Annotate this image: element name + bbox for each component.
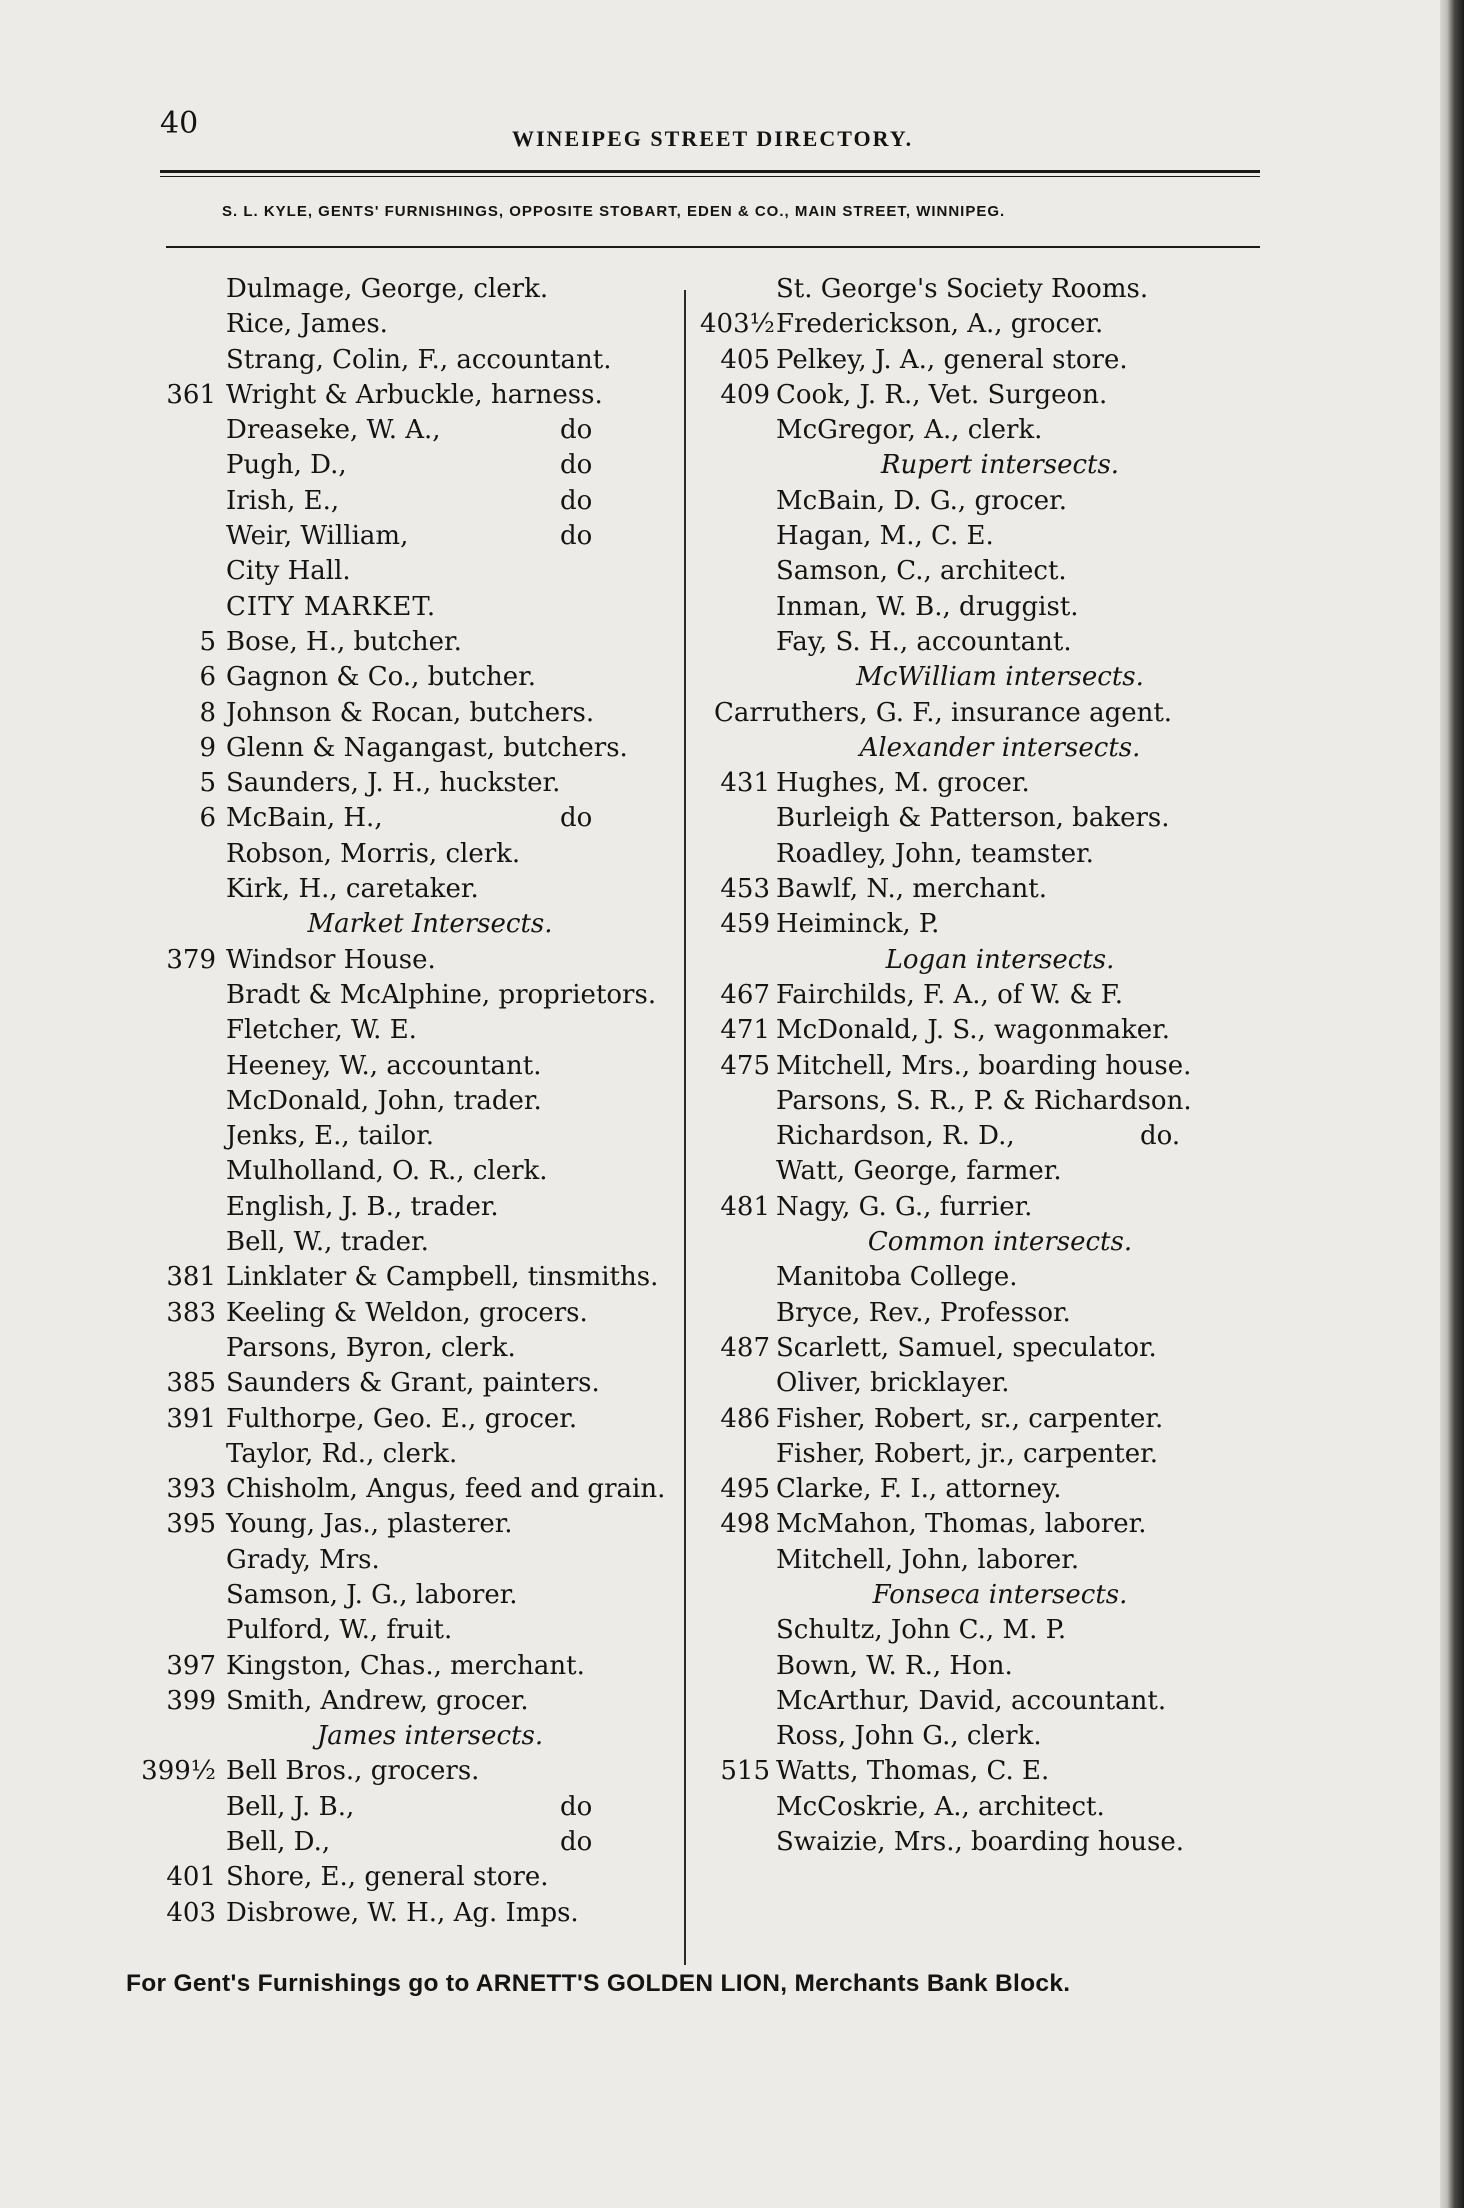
ditto-mark: do: [560, 521, 593, 552]
directory-entry: [140, 307, 680, 342]
entry-name: Clarke, F. I., attorney.: [776, 1474, 1062, 1505]
entry-name: Carruthers, G. F., insurance agent.: [714, 697, 1173, 728]
directory-entry: [140, 1543, 680, 1578]
ditto-mark: do: [560, 485, 593, 516]
street-number: 515: [720, 1756, 770, 1787]
entry-name: Taylor, Rd., clerk.: [226, 1438, 458, 1469]
entry-name: Saunders, J. H., huckster.: [226, 768, 561, 799]
entry-name: City Hall.: [226, 556, 351, 587]
intersect-heading: McWilliam intersects.: [856, 662, 1144, 693]
entry-name: Oliver, bricklayer.: [776, 1368, 1010, 1399]
entry-name: Grady, Mrs.: [226, 1544, 380, 1575]
entry-name: Bell, W., trader.: [226, 1227, 429, 1258]
entry-name: Disbrowe, W. H., Ag. Imps.: [226, 1897, 579, 1928]
directory-entry: [140, 1754, 680, 1789]
entry-name: Watt, George, farmer.: [776, 1156, 1062, 1187]
directory-entry: [700, 1472, 1260, 1507]
directory-entry: [140, 1578, 680, 1613]
intersect-heading: Market Intersects.: [307, 909, 553, 940]
entry-name: Heeney, W., accountant.: [226, 1050, 542, 1081]
column-divider: [684, 290, 686, 1965]
entry-name: CITY MARKET.: [226, 591, 437, 622]
entry-name: Dulmage, George, clerk.: [226, 274, 549, 304]
directory-entry: [140, 519, 680, 554]
entry-name: Fisher, Robert, jr., carpenter.: [776, 1438, 1158, 1469]
entry-name: Johnson & Rocan, butchers.: [226, 697, 595, 728]
street-number: 459: [720, 909, 770, 940]
directory-entry: [700, 590, 1260, 625]
entry-name: McArthur, David, accountant.: [776, 1685, 1167, 1716]
directory-entry: [140, 801, 680, 836]
directory-entry: [700, 625, 1260, 660]
directory-entry: [140, 1013, 680, 1048]
entry-name: Mitchell, John, laborer.: [776, 1544, 1080, 1575]
directory-entry: [700, 1260, 1260, 1295]
directory-entry: [700, 1154, 1260, 1189]
entry-name: Robson, Morris, clerk.: [226, 838, 521, 869]
directory-entry: [140, 1684, 680, 1719]
street-number: 486: [720, 1403, 770, 1434]
street-number: 381: [166, 1262, 216, 1293]
left-column: [140, 272, 680, 1931]
entry-name: Pulford, W., fruit.: [226, 1615, 453, 1646]
directory-entry: [700, 378, 1260, 413]
entry-name: McMahon, Thomas, laborer.: [776, 1509, 1147, 1540]
entry-name: Samson, J. G., laborer.: [226, 1579, 518, 1610]
directory-entry: [700, 1190, 1260, 1225]
street-number: 391: [166, 1403, 216, 1434]
entry-name: Strang, Colin, F., accountant.: [226, 344, 612, 375]
entry-name: Fairchilds, F. A., of W. & F.: [776, 979, 1123, 1010]
directory-entry: [700, 1754, 1260, 1789]
entry-name: Bradt & McAlphine, proprietors.: [226, 979, 657, 1010]
street-number: 361: [166, 379, 216, 410]
entry-name: Chisholm, Angus, feed and grain.: [226, 1474, 666, 1505]
street-number: 498: [720, 1509, 770, 1540]
directory-entry: [700, 801, 1260, 836]
entry-name: McCoskrie, A., architect.: [776, 1791, 1105, 1822]
directory-entry: [140, 484, 680, 519]
page-number: 40: [160, 106, 199, 141]
entry-name: Bown, W. R., Hon.: [776, 1650, 1013, 1681]
directory-entry: [700, 1507, 1260, 1542]
entry-name: Bryce, Rev., Professor.: [776, 1297, 1071, 1328]
directory-entry: [140, 343, 680, 378]
street-number: 6: [199, 803, 216, 834]
directory-entry: [140, 660, 680, 695]
directory-entry: [140, 1331, 680, 1366]
directory-entry: [140, 1084, 680, 1119]
entry-name: Inman, W. B., druggist.: [776, 591, 1079, 622]
entry-name: Fisher, Robert, sr., carpenter.: [776, 1403, 1164, 1434]
directory-entry: [140, 413, 680, 448]
street-number: 5: [199, 626, 216, 657]
intersect-heading: Rupert intersects.: [880, 450, 1120, 481]
directory-entry: [700, 307, 1260, 342]
entry-name: Fletcher, W. E.: [226, 1015, 417, 1046]
directory-entry: [140, 696, 680, 731]
directory-entry: [140, 1154, 680, 1189]
entry-name: Manitoba College.: [776, 1262, 1018, 1293]
directory-entry: [700, 272, 1260, 307]
street-number: 409: [720, 379, 770, 410]
directory-entry: [700, 1013, 1260, 1048]
directory-entry: [700, 1402, 1260, 1437]
entry-name: Rice, James.: [226, 309, 388, 340]
ditto-mark: do.: [1140, 1121, 1181, 1152]
directory-entry: [140, 1613, 680, 1648]
entry-name: Cook, J. R., Vet. Surgeon.: [776, 379, 1108, 410]
directory-entry: [700, 554, 1260, 589]
street-number: 399: [166, 1685, 216, 1716]
directory-entry: [700, 413, 1260, 448]
entry-name: McBain, H.,: [226, 803, 383, 834]
entry-name: Bell, D.,: [226, 1827, 331, 1858]
directory-entry: [140, 1649, 680, 1684]
street-number: 487: [720, 1332, 770, 1363]
ditto-mark: do: [560, 415, 593, 446]
page-title: WINEIPEG STREET DIRECTORY.: [512, 126, 914, 151]
street-number: 399½: [141, 1756, 216, 1787]
entry-name: Nagy, G. G., furrier.: [776, 1191, 1033, 1222]
directory-entry: [140, 1437, 680, 1472]
directory-entry: [700, 1119, 1260, 1154]
entry-name: Bell Bros., grocers.: [226, 1756, 480, 1787]
entry-name: English, J. B., trader.: [226, 1191, 499, 1222]
directory-entry: [140, 1190, 680, 1225]
header-rule-thin: [160, 176, 1260, 177]
entry-name: Swaizie, Mrs., boarding house.: [776, 1827, 1184, 1858]
entry-name: Frederickson, A., grocer.: [776, 309, 1104, 340]
directory-entry: [700, 1084, 1260, 1119]
street-number: 495: [720, 1474, 770, 1505]
entry-name: Jenks, E., tailor.: [226, 1121, 435, 1152]
street-number: 467: [720, 979, 770, 1010]
directory-entry: [700, 1049, 1260, 1084]
directory-entry: [140, 625, 680, 660]
directory-entry: [140, 1790, 680, 1825]
entry-name: Gagnon & Co., butcher.: [226, 662, 536, 693]
directory-entry: [700, 978, 1260, 1013]
entry-name: Kingston, Chas., merchant.: [226, 1650, 585, 1681]
entry-name: Hughes, M. grocer.: [776, 768, 1030, 799]
entry-name: Bose, H., butcher.: [226, 626, 462, 657]
entry-name: Scarlett, Samuel, speculator.: [776, 1332, 1157, 1363]
entry-name: Heiminck, P.: [776, 909, 940, 940]
street-number: 385: [166, 1368, 216, 1399]
page-edge: [1440, 0, 1464, 2208]
intersect-heading: James intersects.: [316, 1721, 544, 1752]
entry-name: Fay, S. H., accountant.: [776, 626, 1072, 657]
top-advertisement: S. L. KYLE, GENTS' FURNISHINGS, OPPOSITE STOBART, EDEN & CO., MAIN STREET, WINNIPEG.: [222, 203, 1006, 220]
entry-name: Samson, C., architect.: [776, 556, 1067, 587]
directory-entry: [700, 1825, 1260, 1860]
entry-name: McDonald, John, trader.: [226, 1085, 542, 1116]
entry-name: Dreaseke, W. A.,: [226, 415, 441, 446]
entry-name: McBain, D. G., grocer.: [776, 485, 1067, 516]
street-number: 5: [199, 768, 216, 799]
directory-entry: [700, 1296, 1260, 1331]
entry-name: Fulthorpe, Geo. E., grocer.: [226, 1403, 578, 1434]
directory-entry: [140, 378, 680, 413]
directory-entry: [700, 1684, 1260, 1719]
entry-name: Smith, Andrew, grocer.: [226, 1685, 529, 1716]
entry-name: Ross, John G., clerk.: [776, 1721, 1042, 1752]
directory-entry: [140, 1860, 680, 1895]
entry-name: Glenn & Nagangast, butchers.: [226, 732, 628, 763]
directory-entry: [700, 872, 1260, 907]
directory-entry: [140, 837, 680, 872]
directory-entry: [700, 519, 1260, 554]
directory-entry: [140, 978, 680, 1013]
directory-entry: [700, 907, 1260, 942]
entry-name: McGregor, A., clerk.: [776, 415, 1043, 446]
street-number: 379: [166, 944, 216, 975]
bottom-advertisement: For Gent's Furnishings go to ARNETT'S GOLDEN LION, Merchants Bank Block.: [126, 1970, 1071, 1997]
street-number: 393: [166, 1474, 216, 1505]
entry-name: Mitchell, Mrs., boarding house.: [776, 1050, 1192, 1081]
directory-entry: [140, 1507, 680, 1542]
directory-entry: [140, 872, 680, 907]
entry-name: Windsor House.: [226, 944, 436, 975]
directory-entry: [140, 448, 680, 483]
directory-entry: [700, 343, 1260, 378]
street-number: 397: [166, 1650, 216, 1681]
street-number: 403: [166, 1897, 216, 1928]
ditto-mark: do: [560, 450, 593, 481]
directory-entry: [700, 696, 1260, 731]
ditto-mark: do: [560, 1827, 593, 1858]
directory-entry: [140, 1366, 680, 1401]
directory-entry: [700, 1649, 1260, 1684]
street-number: 405: [720, 344, 770, 375]
entry-name: Pelkey, J. A., general store.: [776, 344, 1128, 375]
directory-entry: [700, 1543, 1260, 1578]
entry-name: Irish, E.,: [226, 485, 340, 516]
street-number: 403½: [700, 309, 775, 340]
ditto-mark: do: [560, 803, 593, 834]
entry-name: Bawlf, N., merchant.: [776, 874, 1048, 905]
street-number: 395: [166, 1509, 216, 1540]
entry-name: Young, Jas., plasterer.: [226, 1509, 513, 1540]
directory-entry: [700, 1790, 1260, 1825]
entry-name: Saunders & Grant, painters.: [226, 1368, 600, 1399]
directory-entry: [700, 1613, 1260, 1648]
directory-entry: [140, 943, 680, 978]
directory-entry: [140, 1825, 680, 1860]
directory-entry: [140, 1896, 680, 1931]
entry-name: Kirk, H., caretaker.: [226, 874, 479, 905]
intersect-heading: Common intersects.: [867, 1227, 1133, 1258]
entry-name: Shore, E., general store.: [226, 1862, 549, 1893]
street-number: 6: [199, 662, 216, 693]
directory-entry: [700, 484, 1260, 519]
entry-name: Parsons, S. R., P. & Richardson.: [776, 1085, 1192, 1116]
street-number: 431: [720, 768, 770, 799]
street-number: 401: [166, 1862, 216, 1893]
street-number: 383: [166, 1297, 216, 1328]
entry-name: Hagan, M., C. E.: [776, 521, 994, 552]
directory-entry: [140, 1296, 680, 1331]
entry-name: Watts, Thomas, C. E.: [776, 1756, 1050, 1787]
entry-name: Richardson, R. D.,: [776, 1121, 1015, 1152]
entry-name: Linklater & Campbell, tinsmiths.: [226, 1262, 659, 1293]
directory-entry: [140, 1049, 680, 1084]
street-number: 475: [720, 1050, 770, 1081]
directory-entry: [140, 731, 680, 766]
directory-entry: [140, 1472, 680, 1507]
directory-entry: [140, 590, 680, 625]
entry-name: Wright & Arbuckle, harness.: [226, 379, 603, 410]
directory-entry: [140, 1119, 680, 1154]
entry-name: Burleigh & Patterson, bakers.: [776, 803, 1170, 834]
entry-name: Schultz, John C., M. P.: [776, 1615, 1067, 1646]
entry-name: Weir, William,: [226, 521, 409, 552]
street-number: 8: [199, 697, 216, 728]
ad-rule: [166, 246, 1260, 248]
directory-entry: [700, 1366, 1260, 1401]
entry-name: Keeling & Weldon, grocers.: [226, 1297, 588, 1328]
entry-name: Roadley, John, teamster.: [776, 838, 1094, 869]
street-number: 471: [720, 1015, 770, 1046]
street-number: 481: [720, 1191, 770, 1222]
entry-name: St. George's Society Rooms.: [776, 274, 1149, 304]
entry-name: Parsons, Byron, clerk.: [226, 1332, 516, 1363]
entry-name: McDonald, J. S., wagonmaker.: [776, 1015, 1170, 1046]
header-rule-top: [160, 170, 1260, 173]
directory-entry: [140, 554, 680, 589]
directory-entry: [140, 766, 680, 801]
directory-entry: [140, 1402, 680, 1437]
directory-entry: [700, 1719, 1260, 1754]
ditto-mark: do: [560, 1791, 593, 1822]
entry-name: Bell, J. B.,: [226, 1791, 355, 1822]
intersect-heading: Fonseca intersects.: [872, 1579, 1128, 1610]
directory-entry: [140, 272, 680, 307]
directory-entry: [700, 1331, 1260, 1366]
right-column: [700, 272, 1260, 1860]
directory-entry: [700, 837, 1260, 872]
entry-name: Mulholland, O. R., clerk.: [226, 1156, 548, 1187]
directory-entry: [140, 1260, 680, 1295]
directory-entry: [700, 1437, 1260, 1472]
street-number: 453: [720, 874, 770, 905]
intersect-heading: Alexander intersects.: [859, 732, 1141, 763]
street-number: 9: [199, 732, 216, 763]
intersect-heading: Logan intersects.: [885, 944, 1115, 975]
directory-entry: [700, 766, 1260, 801]
directory-entry: [140, 1225, 680, 1260]
entry-name: Pugh, D.,: [226, 450, 347, 481]
